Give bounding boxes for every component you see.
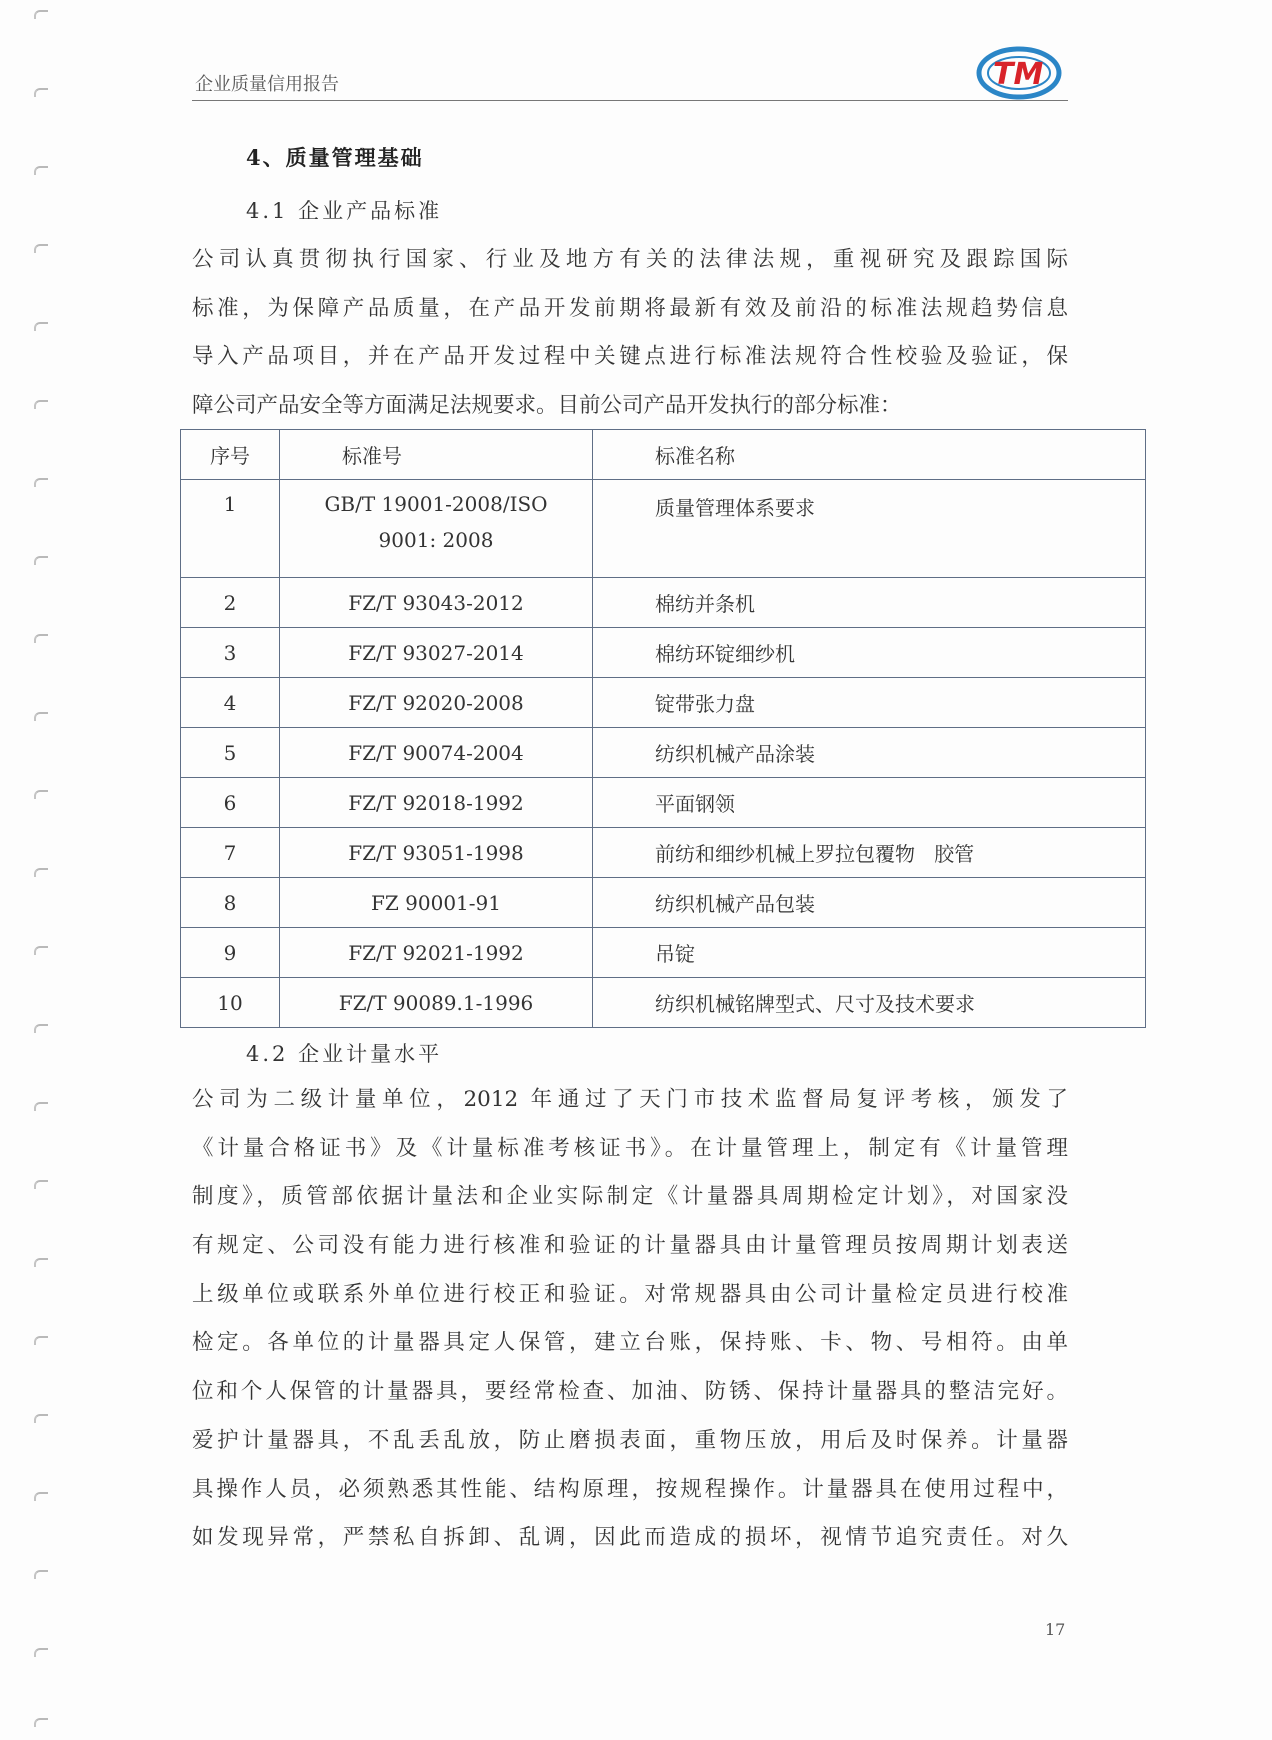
metrology-paragraph: [192, 1076, 1068, 1563]
binding-mark: [34, 634, 48, 643]
binding-mark: [34, 1180, 48, 1189]
paragraph-line: 具操作人员，必须熟悉其性能、结构原理，按规程操作。计量器具在使用过程中，: [192, 1476, 1068, 1502]
standards-paragraph: [192, 236, 1068, 431]
binding-mark: [34, 556, 48, 565]
paragraph-line: 有规定、公司没有能力进行核准和验证的计量器具由计量管理员按周期计划表送: [192, 1233, 1068, 1259]
binding-mark: [34, 244, 48, 253]
table-row: [181, 728, 1146, 778]
binding-mark: [34, 1570, 48, 1579]
binding-mark: [34, 712, 48, 721]
standard-name: 棉纺并条机: [593, 578, 1146, 628]
standard-name: 锭带张力盘: [593, 678, 1146, 728]
row-number: 2: [181, 578, 280, 628]
subsection-heading-standards: 4.1 企业产品标准: [246, 199, 443, 223]
standard-code: FZ/T 90089.1-1996: [280, 978, 593, 1028]
binding-mark: [34, 1336, 48, 1345]
paragraph-line: 上级单位或联系外单位进行校正和验证。对常规器具由公司计量检定员进行校准: [192, 1281, 1068, 1307]
binding-mark: [34, 478, 48, 487]
row-number: 6: [181, 778, 280, 828]
standard-code: FZ/T 93051-1998: [280, 828, 593, 878]
paragraph-line: 位和个人保管的计量器具，要经常检查、加油、防锈、保持计量器具的整洁完好。: [192, 1379, 1068, 1405]
binding-mark: [34, 322, 48, 331]
row-number: 10: [181, 978, 280, 1028]
row-number: 3: [181, 628, 280, 678]
binding-mark: [34, 1024, 48, 1033]
table-row: [181, 628, 1146, 678]
binding-mark: [34, 10, 48, 19]
row-number: 7: [181, 828, 280, 878]
standard-code: FZ/T 92018-1992: [280, 778, 593, 828]
binding-mark: [34, 1414, 48, 1423]
company-logo-icon: [975, 42, 1065, 102]
table-row: [181, 578, 1146, 628]
binding-mark: [34, 1258, 48, 1267]
subsection-heading-metrology: 4.2 企业计量水平: [246, 1042, 443, 1066]
binding-mark: [34, 1492, 48, 1501]
table-row: [181, 928, 1146, 978]
standard-name: 前纺和细纱机械上罗拉包覆物 胶管: [593, 828, 1146, 878]
standard-code-line: GB/T 19001-2008/ISO: [324, 492, 548, 516]
standard-code-line: 9001: 2008: [378, 528, 494, 552]
binding-mark: [34, 1102, 48, 1111]
standard-name: 纺织机械产品涂装: [593, 728, 1146, 778]
binding-mark: [34, 1648, 48, 1657]
paragraph-line: 爱护计量器具，不乱丢乱放，防止磨损表面，重物压放，用后及时保养。计量器: [192, 1427, 1068, 1453]
binding-mark: [34, 790, 48, 799]
paragraph-line: 《计量合格证书》及《计量标准考核证书》。在计量管理上，制定有《计量管理: [192, 1135, 1068, 1161]
table-row: [181, 778, 1146, 828]
standard-name: 纺织机械产品包装: [593, 878, 1146, 928]
binding-mark: [34, 868, 48, 877]
table-header-row: [181, 430, 1146, 480]
binding-mark: [34, 400, 48, 409]
paragraph-line: 标准，为保障产品质量，在产品开发前期将最新有效及前沿的标准法规趋势信息: [192, 295, 1068, 321]
standard-name: 棉纺环锭细纱机: [593, 628, 1146, 678]
table-row: [181, 828, 1146, 878]
binding-mark: [34, 88, 48, 97]
table-header-cell: 标准名称: [593, 430, 1146, 480]
paragraph-line: 障公司产品安全等方面满足法规要求。目前公司产品开发执行的部分标准：: [192, 393, 902, 419]
standards-table: [180, 429, 1146, 1028]
paragraph-line: 制度》，质管部依据计量法和企业实际制定《计量器具周期检定计划》，对国家没: [192, 1184, 1068, 1210]
report-header-title: 企业质量信用报告: [195, 74, 339, 95]
binding-mark: [34, 166, 48, 175]
section-heading: 4、质量管理基础: [246, 145, 424, 170]
standard-name: 平面钢领: [593, 778, 1146, 828]
standard-code: FZ/T 93043-2012: [280, 578, 593, 628]
row-number: 5: [181, 728, 280, 778]
binding-mark: [34, 1718, 48, 1727]
table-row: [181, 480, 1146, 578]
row-number: 9: [181, 928, 280, 978]
row-number: 1: [181, 480, 280, 578]
standard-code: FZ/T 93027-2014: [280, 628, 593, 678]
paragraph-line: 导入产品项目，并在产品开发过程中关键点进行标准法规符合性校验及验证，保: [192, 344, 1068, 370]
standard-code: FZ/T 90074-2004: [280, 728, 593, 778]
paragraph-line: 公司为二级计量单位，2012 年通过了天门市技术监督局复评考核，颁发了: [192, 1087, 1068, 1112]
paragraph-line: 如发现异常，严禁私自拆卸、乱调，因此而造成的损坏，视情节追究责任。对久: [192, 1525, 1068, 1551]
table-row: [181, 978, 1146, 1028]
binding-mark: [34, 946, 48, 955]
header-rule: [192, 100, 1068, 101]
page-number: 17: [1045, 1620, 1066, 1639]
standard-code: FZ/T 92021-1992: [280, 928, 593, 978]
svg-text:TM: TM: [993, 57, 1044, 92]
standard-name: 吊锭: [593, 928, 1146, 978]
row-number: 4: [181, 678, 280, 728]
table-row: [181, 678, 1146, 728]
table-header-cell: 序号: [181, 430, 280, 480]
standard-code: FZ/T 92020-2008: [280, 678, 593, 728]
row-number: 8: [181, 878, 280, 928]
standard-name: 质量管理体系要求: [593, 480, 1146, 578]
standard-code: FZ 90001-91: [280, 878, 593, 928]
standard-name: 纺织机械铭牌型式、尺寸及技术要求: [593, 978, 1146, 1028]
table-row: [181, 878, 1146, 928]
standard-code: [280, 480, 593, 578]
paragraph-line: 检定。各单位的计量器具定人保管，建立台账，保持账、卡、物、号相符。由单: [192, 1330, 1068, 1356]
paragraph-line: 公司认真贯彻执行国家、行业及地方有关的法律法规，重视研究及跟踪国际: [192, 247, 1068, 272]
table-header-cell: 标准号: [280, 430, 593, 480]
